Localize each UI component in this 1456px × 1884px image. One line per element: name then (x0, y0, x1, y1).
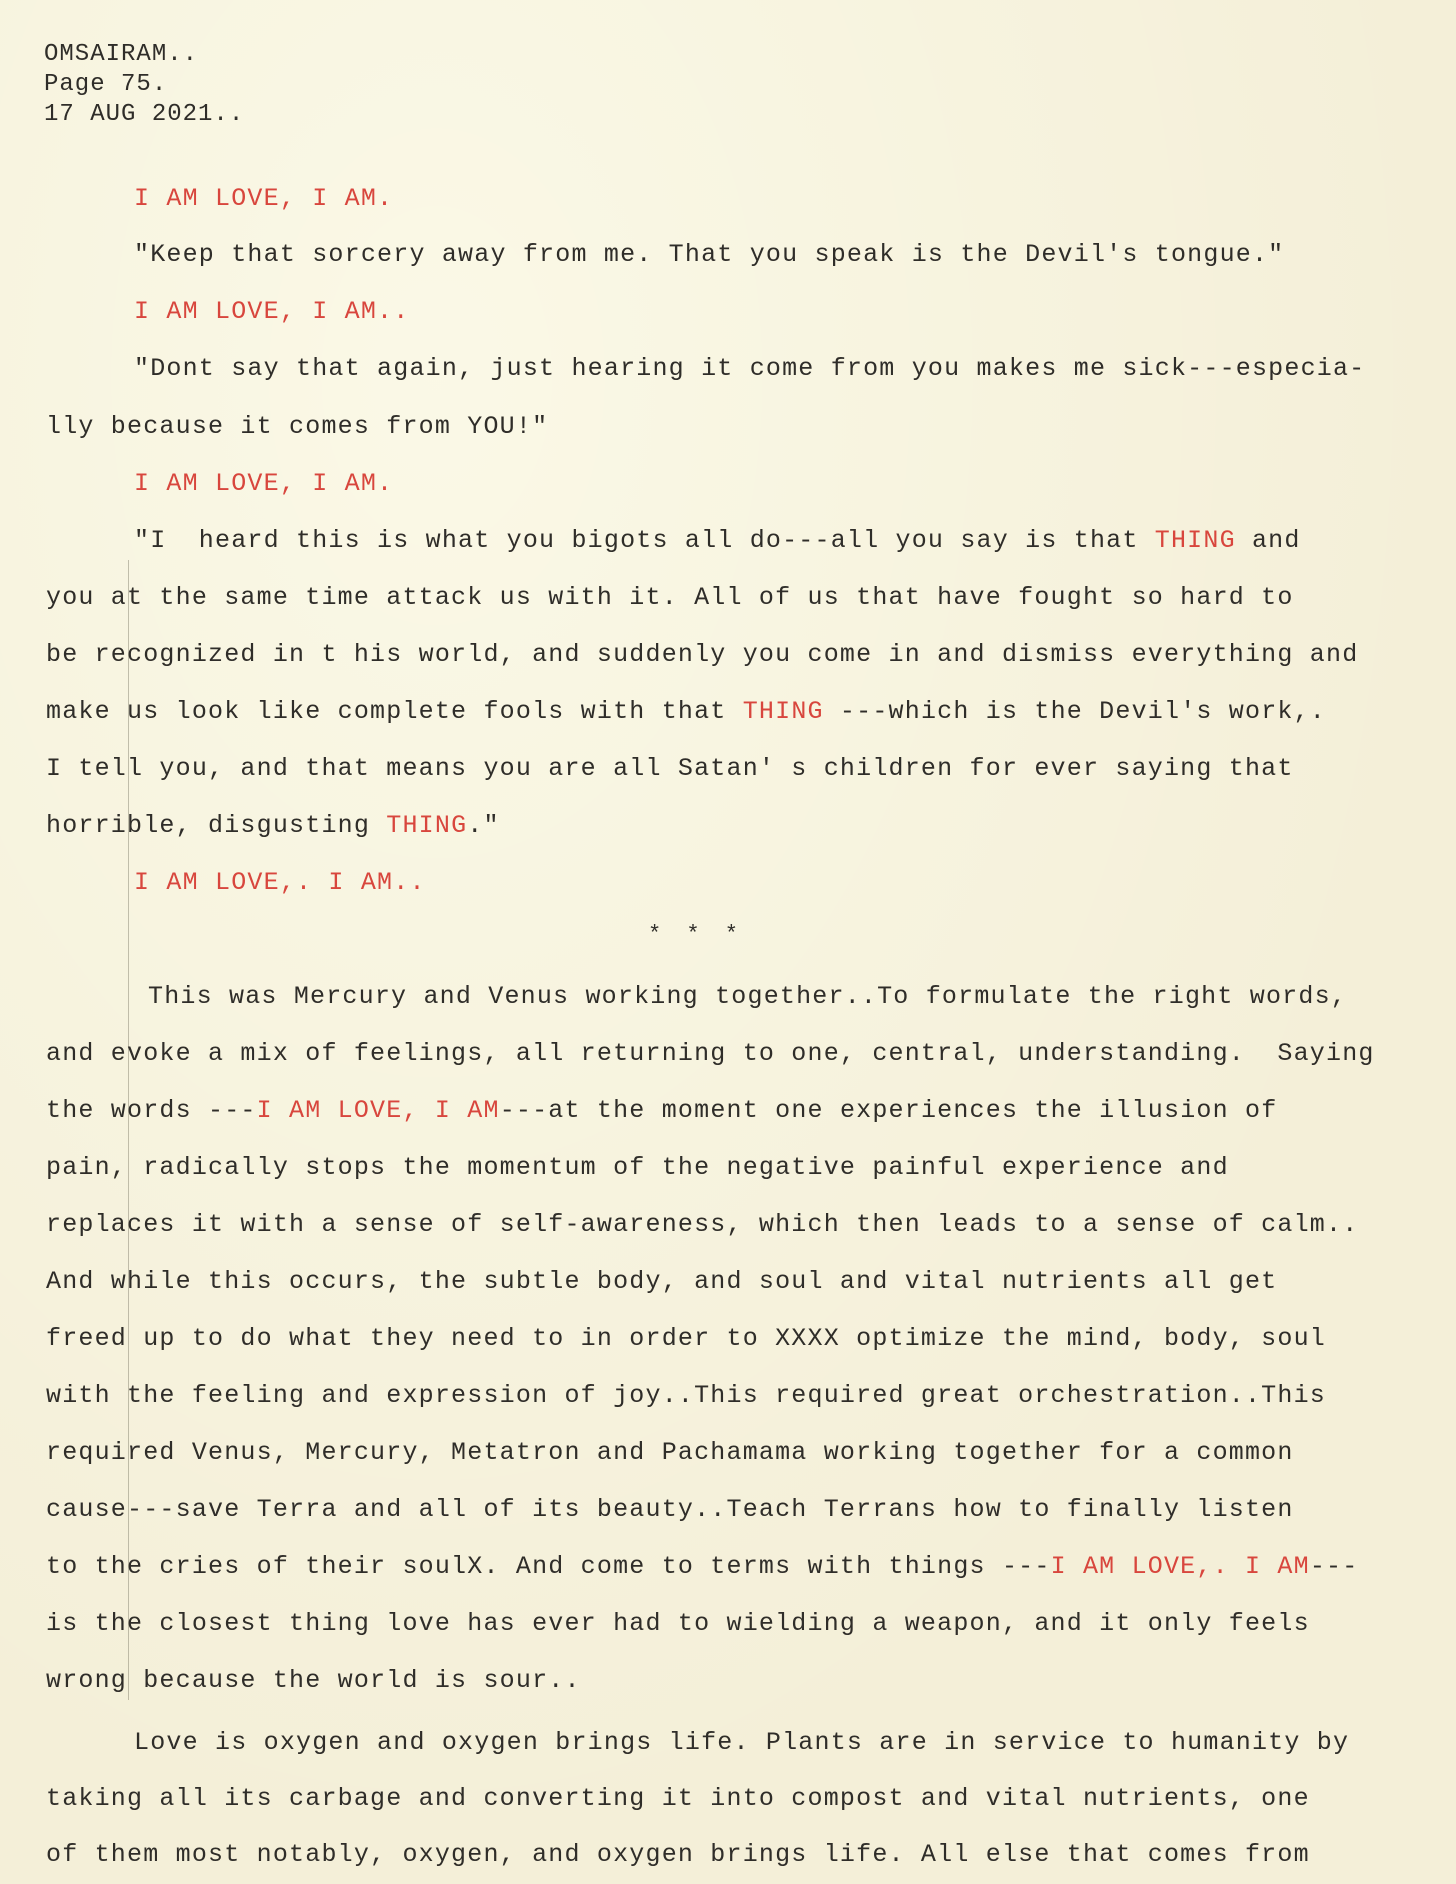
paragraph-line (46, 1096, 1277, 1126)
paragraph-line: cause---save Terra and all of its beauty..Teach Terrans how to finally listen (46, 1495, 1294, 1524)
dialogue-line: "Dont say that again, just hearing it come from you makes me sick---especia- (134, 354, 1366, 383)
text-span: to the cries of their soulX. And come to terms with things --- (46, 1552, 1051, 1581)
page-header (44, 40, 244, 130)
paragraph-line: This was Mercury and Venus working together..To formulate the right words, (148, 982, 1347, 1011)
dialogue-line: you at the same time attack us with it. All of us that have fought so hard to (46, 583, 1294, 612)
text-span: ---at the moment one experiences the illusion of (499, 1096, 1278, 1125)
paragraph-line: required Venus, Mercury, Metatron and Pachamama working together for a common (46, 1438, 1294, 1467)
refrain-line: I AM LOVE,. I AM.. (134, 868, 426, 897)
refrain-line: I AM LOVE, I AM. (134, 184, 394, 213)
highlight-word: THING (1154, 526, 1236, 555)
paragraph-line: pain, radically stops the momentum of the negative painful experience and (46, 1153, 1229, 1182)
paragraph-line: and evoke a mix of feelings, all returning to one, central, understanding. Saying (46, 1039, 1375, 1068)
margin-line (128, 560, 129, 1700)
text-span: make us look like complete fools with that (46, 697, 743, 726)
highlight-word: THING (742, 697, 824, 726)
dialogue-line: "Keep that sorcery away from me. That you speak is the Devil's tongue." (134, 240, 1285, 269)
header-date: 17 AUG 2021.. (44, 101, 245, 128)
dialogue-line (134, 526, 1301, 556)
text-span: horrible, disgusting (46, 811, 387, 840)
section-separator: * * * (648, 922, 745, 947)
dialogue-line (46, 811, 500, 841)
paragraph-line: wrong because the world is sour.. (46, 1666, 581, 1695)
paragraph-line: taking all its carbage and converting it into compost and vital nutrients, one (46, 1784, 1310, 1813)
paragraph-line: replaces it with a sense of self-awareness, which then leads to a sense of calm.. (46, 1210, 1359, 1239)
text-span: "I heard this is what you bigots all do---all you say is that (134, 526, 1155, 555)
paragraph-line: freed up to do what they need to in order to XXXX optimize the mind, body, soul (46, 1324, 1326, 1353)
paragraph-line: And while this occurs, the subtle body, and soul and vital nutrients all get (46, 1267, 1278, 1296)
paragraph-line: of them most notably, oxygen, and oxygen brings life. All else that comes from (46, 1840, 1310, 1869)
paragraph-line: with the feeling and expression of joy..This required great orchestration..This (46, 1381, 1326, 1410)
text-span: --- (1309, 1552, 1359, 1581)
dialogue-line: lly because it comes from YOU!" (46, 412, 549, 441)
text-span: and (1235, 526, 1301, 555)
text-span: ---which is the Devil's work,. (823, 697, 1327, 726)
paragraph-line: Love is oxygen and oxygen brings life. Plants are in service to humanity by (134, 1728, 1350, 1757)
header-title: OMSAIRAM.. (44, 41, 199, 68)
text-span: the words --- (46, 1096, 257, 1125)
paragraph-line (46, 1552, 1358, 1582)
highlight-phrase: I AM LOVE, I AM (256, 1096, 500, 1125)
header-page-number: Page 75. (44, 71, 168, 98)
highlight-word: THING (386, 811, 468, 840)
refrain-line: I AM LOVE, I AM.. (134, 297, 410, 326)
dialogue-line: be recognized in t his world, and suddenly you come in and dismiss everything and (46, 640, 1359, 669)
dialogue-line (46, 697, 1326, 727)
highlight-phrase: I AM LOVE,. I AM (1050, 1552, 1310, 1581)
text-span: ." (467, 811, 500, 840)
refrain-line: I AM LOVE, I AM. (134, 469, 394, 498)
dialogue-line: I tell you, and that means you are all Satan' s children for ever saying that (46, 754, 1294, 783)
paragraph-line: is the closest thing love has ever had to wielding a weapon, and it only feels (46, 1609, 1310, 1638)
